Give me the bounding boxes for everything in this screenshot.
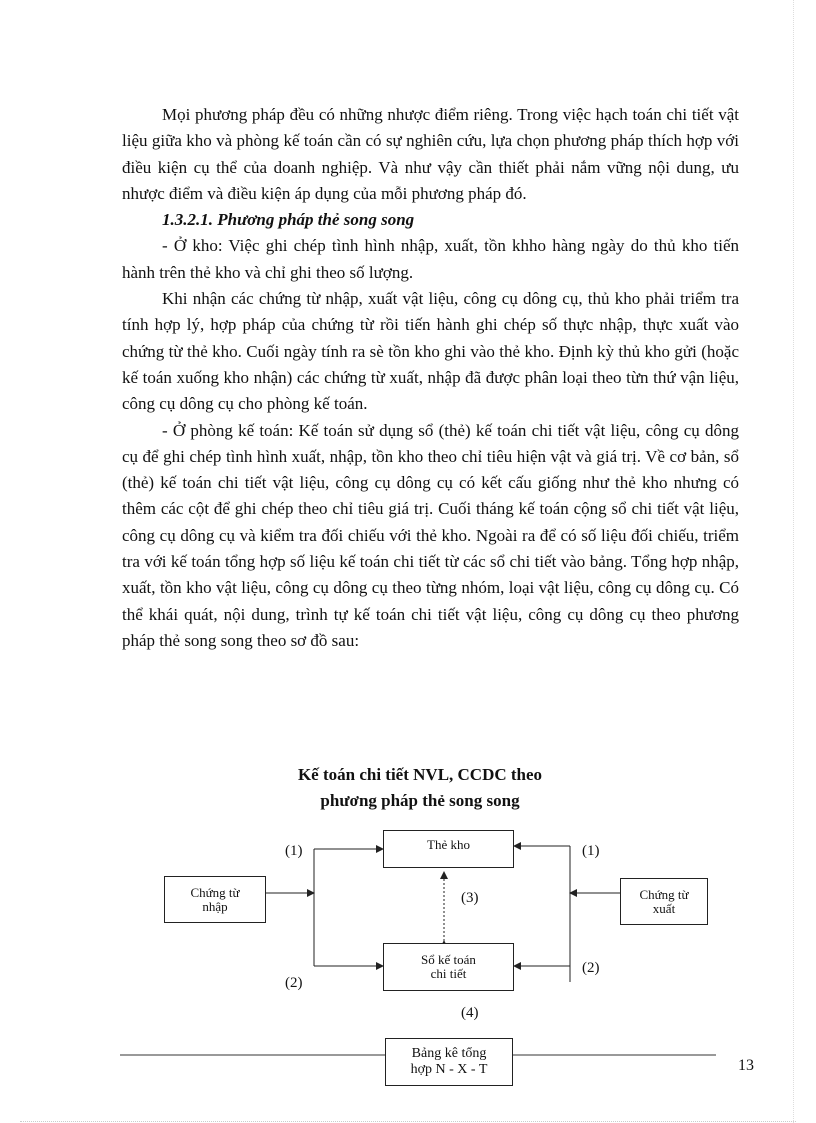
box-so-ke-toan-line1: Sổ kế toán xyxy=(421,952,476,967)
box-chung-tu-xuat-line1: Chứng từ xyxy=(639,886,689,902)
label-1-left: (1) xyxy=(285,843,303,859)
box-the-kho xyxy=(383,830,514,868)
box-chung-tu-xuat-line2: xuất xyxy=(652,900,676,916)
box-the-kho-label: Thẻ kho xyxy=(427,837,470,852)
diagram-title-line1: Kế toán chi tiết NVL, CCDC theo xyxy=(297,765,543,784)
label-1-right: (1) xyxy=(582,843,600,859)
paragraph-phong-ke-toan: - Ở phòng kế toán: Kế toán sử dụng sổ (thẻ) kế toán chi tiết vật liệu, công cụ dông cụ để ghi chép tình hình xuất, nhập, tồn kho theo chỉ tiêu hiện vật và giá trị. Về cơ bản, sổ (thẻ) kế toán chi tiết vật liệu, công cụ dông cụ có kết cấu giống như thẻ kho nhưng có thêm các cột để ghi chép theo chỉ tiêu giá trị. Cuối tháng kế toán cộng sổ chi tiết vật liệu, công cụ dông cụ và kiểm tra đối chiếu với thẻ kho. Ngoài ra để có số liệu đối chiếu, triểm tra với kế toán tổng hợp số liệu kế toán chi tiết từ các sổ chi tiết vào bảng. Tổng hợp nhập, xuất, tồn kho vật liệu, công cụ dông cụ theo từng nhóm, loại vật liệu, công cụ dông cụ. Có thể khái quát, nội dung, trình tự kế toán chi tiết vật liệu, công cụ dông cụ theo phương pháp thẻ song song theo sơ đồ sau: xyxy=(122,420,739,650)
box-chung-tu-nhap xyxy=(164,876,266,923)
label-4: (4) xyxy=(461,1005,479,1021)
label-2-left: (2) xyxy=(285,975,303,991)
box-bang-ke-tong-hop xyxy=(385,1038,513,1086)
paragraph-chung-tu: Khi nhận các chứng từ nhập, xuất vật liệu, công cụ dông cụ, thủ kho phải triểm tra tính hợp lý, hợp pháp của chứng từ rồi tiến hành ghi chép số thực nhập, thực xuất vào chứng từ thẻ kho. Cuối ngày tính ra sè tồn kho ghi vào thẻ kho. Định kỳ thủ kho gửi (hoặc kế toán xuống kho nhận) các chứng từ xuất, nhập đã được phân loại theo từn thứ vận liệu, công cụ dông cụ cho phòng kế toán. xyxy=(122,289,739,414)
diagram-title-line2: phương pháp thẻ song song xyxy=(320,791,520,810)
box-bang-ke-line1: Bảng kê tổng xyxy=(411,1046,487,1061)
box-so-ke-toan-chi-tiet xyxy=(383,943,514,991)
page-edge-dotted xyxy=(20,1121,796,1122)
page-edge-dotted-vertical xyxy=(793,0,794,1123)
label-2-right: (2) xyxy=(582,960,600,976)
label-3: (3) xyxy=(461,890,479,906)
paragraph-intro: Mọi phương pháp đều có những nhược điểm riêng. Trong việc hạch toán chi tiết vật liệu giữa kho và phòng kế toán cần có sự nghiên cứu, lựa chọn phương pháp thích hợp với điều kiện cụ thể của doanh nghiệp. Và như vậy cần thiết phải nắm vững nội dung, ưu nhược điểm và điều kiện áp dụng của mỗi phương pháp đó. xyxy=(122,105,739,203)
page-number: 13 xyxy=(738,1057,754,1074)
paragraph-kho: - Ở kho: Việc ghi chép tình hình nhập, xuất, tồn khho hàng ngày do thủ kho tiến hành trên thẻ kho và chỉ ghi theo số lượng. xyxy=(122,236,739,282)
box-chung-tu-nhap-line2: nhập xyxy=(202,898,228,914)
box-chung-tu-xuat xyxy=(620,878,708,925)
box-bang-ke-line2: hợp N - X - T xyxy=(410,1062,488,1077)
section-heading: 1.3.2.1. Phương pháp thẻ song song xyxy=(162,210,415,230)
box-so-ke-toan-line2: chi tiết xyxy=(430,966,467,981)
box-chung-tu-nhap-line1: Chứng từ xyxy=(190,884,240,900)
body-text xyxy=(122,102,739,654)
